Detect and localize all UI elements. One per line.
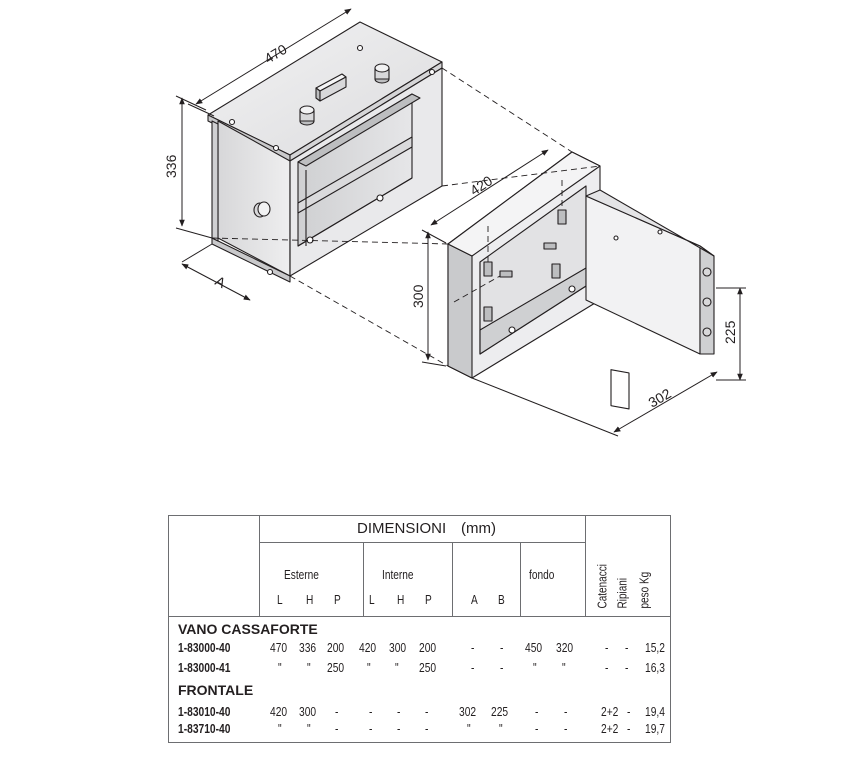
door-bolt-2 (703, 298, 711, 306)
header-esterne: Esterne (284, 567, 319, 582)
header-int-P: P (425, 592, 432, 607)
section-title: VANO CASSAFORTE (178, 621, 318, 637)
header-fondo: fondo (529, 567, 555, 582)
header-catenacci: Catenacci (595, 564, 610, 609)
table-title: DIMENSIONI (357, 520, 447, 537)
header-int-H: H (397, 592, 405, 607)
section-title: FRONTALE (178, 682, 254, 698)
header-ext-H: H (306, 592, 314, 607)
top-knob-1 (375, 64, 389, 83)
dim-box-depth: A (212, 272, 229, 292)
dim-box-height: 336 (163, 154, 179, 178)
table-unit: (mm) (461, 520, 496, 537)
header-int-L: L (369, 592, 375, 607)
header-B: B (498, 592, 505, 607)
header-ext-P: P (334, 592, 341, 607)
header-interne: Interne (382, 567, 414, 582)
door-bolt-1 (703, 268, 711, 276)
dim-door-height: 225 (722, 320, 738, 344)
header-A: A (471, 592, 478, 607)
dim-frame-height: 300 (410, 284, 426, 308)
dimensions-table: DIMENSIONI (mm) Esterne Interne fondo L H P L H P A B Catenacci Ripiani peso Kg VANO CASSAFORTE 1-83000-40 470 336 200 420 300 200 - - 450 320 - - 15,2 1-83000-41 " " 250 " " 250 - - " " - - 16,3 FRONTALE 1-83010-40 420 300 - - - - 302 225 - - 2+2 - 19,4 1-83710-40 " " - - - - " " - - 2+2 - 19,7 (168, 515, 671, 743)
top-knob-2 (300, 106, 314, 125)
dim-frame-depth: 302 (645, 385, 674, 411)
header-ripiani: Ripiani (615, 577, 630, 609)
door-bolt-3 (703, 328, 711, 336)
side-knob (254, 202, 270, 217)
header-ext-L: L (277, 592, 283, 607)
header-peso: peso Kg (637, 571, 652, 609)
dim-box-width: 470 (261, 40, 290, 67)
dim-frame-width: 420 (466, 172, 496, 199)
